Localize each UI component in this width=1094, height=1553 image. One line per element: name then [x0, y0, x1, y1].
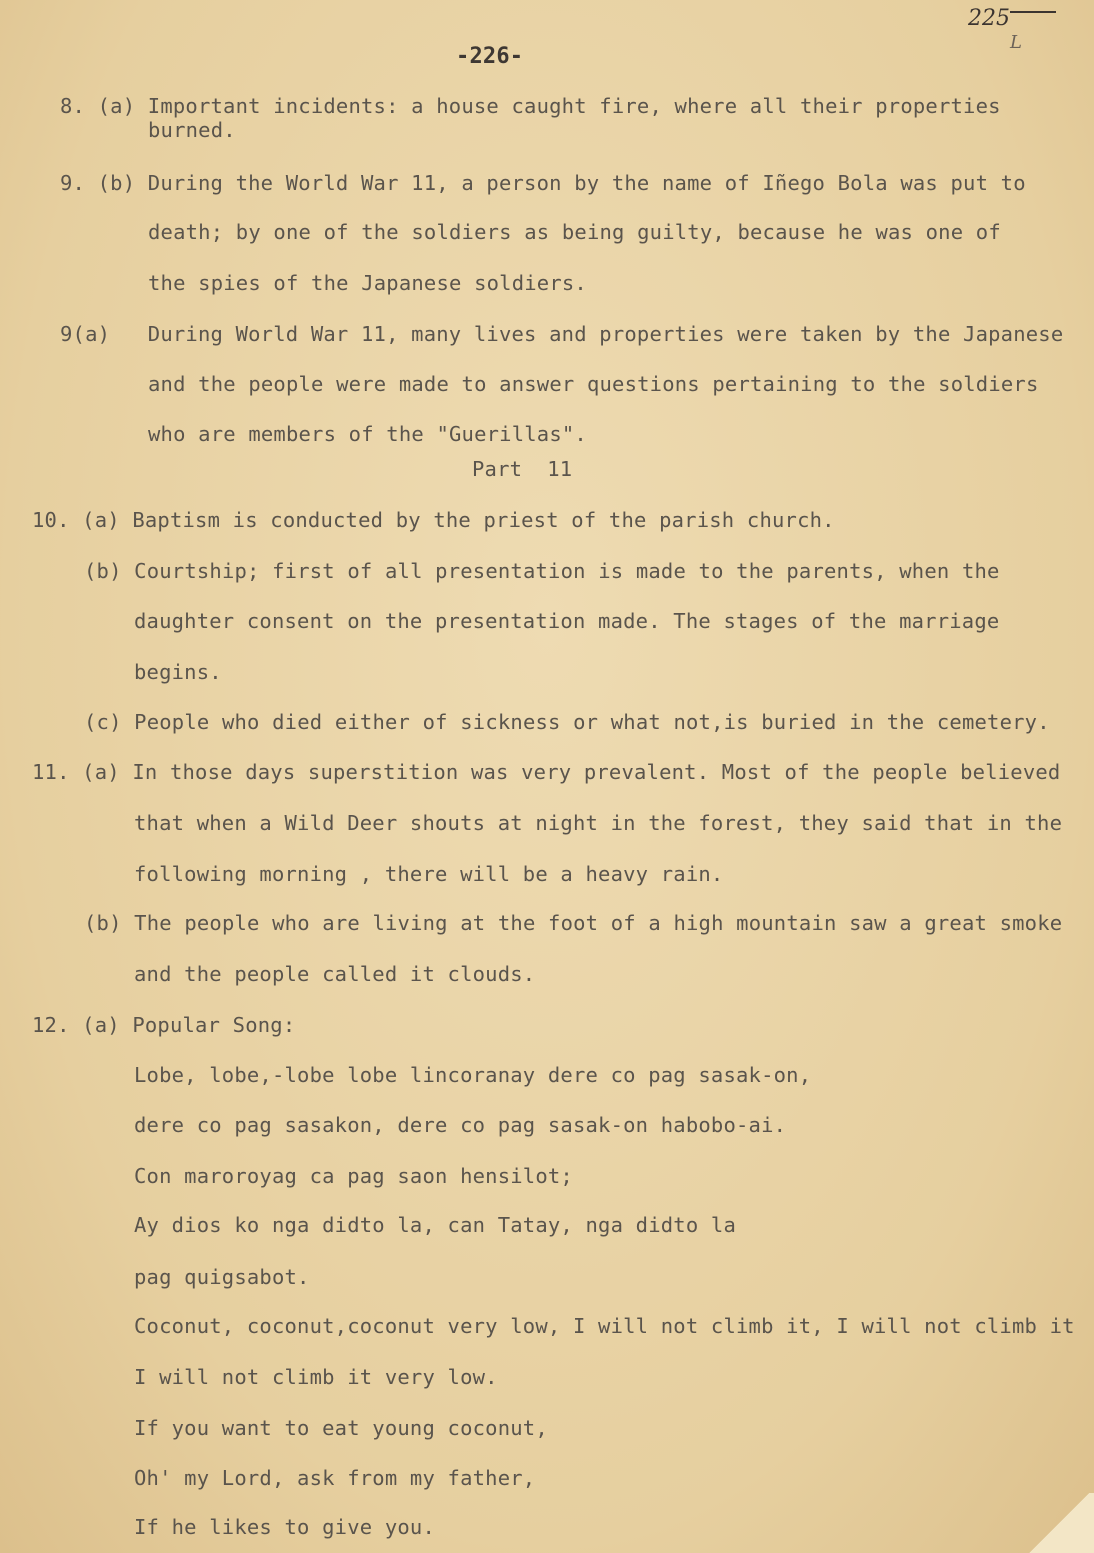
handwritten-underline	[1010, 11, 1056, 13]
song-line: Ay dios ko nga didto la, can Tatay, nga didto la	[134, 1213, 737, 1237]
text-line: (b) The people who are living at the foot of a high mountain saw a great smoke	[84, 911, 1063, 935]
text-line: and the people were made to answer questions pertaining to the soldiers	[148, 372, 1039, 396]
page-corner-fold	[1024, 1493, 1094, 1553]
text-line: daughter consent on the presentation made. The stages of the marriage	[134, 609, 1000, 633]
handwritten-page-number: 225	[968, 6, 1010, 31]
handwritten-mark: L	[1010, 32, 1022, 53]
text-line: (b) Courtship; first of all presentation is made to the parents, when the	[84, 559, 1000, 583]
text-line: death; by one of the soldiers as being guilty, because he was one of	[148, 220, 1001, 244]
song-line: If you want to eat young coconut,	[134, 1416, 548, 1440]
song-line: Lobe, lobe,-lobe lobe lincoranay dere co pag sasak-on,	[134, 1063, 812, 1087]
song-line: dere co pag sasakon, dere co pag sasak-on habobo-ai.	[134, 1113, 787, 1137]
text-line: (c) People who died either of sickness or what not,is buried in the cemetery.	[84, 710, 1050, 734]
song-line: If he likes to give you.	[134, 1515, 436, 1539]
text-line: begins.	[134, 660, 222, 684]
text-line: the spies of the Japanese soldiers.	[148, 271, 587, 295]
song-line: Oh' my Lord, ask from my father,	[134, 1466, 536, 1490]
text-line: 9(a) During World War 11, many lives and properties were taken by the Japanese	[60, 322, 1064, 346]
song-line: pag quigsabot.	[134, 1265, 310, 1289]
text-line: burned.	[148, 118, 236, 142]
page-number: -226-	[456, 44, 524, 69]
text-line: 12. (a) Popular Song:	[32, 1013, 296, 1037]
text-line: following morning , there will be a heavy rain.	[134, 862, 724, 886]
section-heading: Part 11	[472, 457, 573, 481]
text-line: 11. (a) In those days superstition was very prevalent. Most of the people believed	[32, 760, 1061, 784]
text-line: 8. (a) Important incidents: a house caught fire, where all their properties	[60, 94, 1001, 118]
text-line: who are members of the "Guerillas".	[148, 422, 587, 446]
song-line: Coconut, coconut,coconut very low, I will not climb it, I will not climb it	[134, 1314, 1075, 1338]
text-line: 9. (b) During the World War 11, a person by the name of Iñego Bola was put to	[60, 171, 1026, 195]
text-line: 10. (a) Baptism is conducted by the priest of the parish church.	[32, 508, 835, 532]
text-line: that when a Wild Deer shouts at night in the forest, they said that in the	[134, 811, 1063, 835]
song-line: Con maroroyag ca pag saon hensilot;	[134, 1164, 573, 1188]
song-line: I will not climb it very low.	[134, 1365, 498, 1389]
text-line: and the people called it clouds.	[134, 962, 536, 986]
